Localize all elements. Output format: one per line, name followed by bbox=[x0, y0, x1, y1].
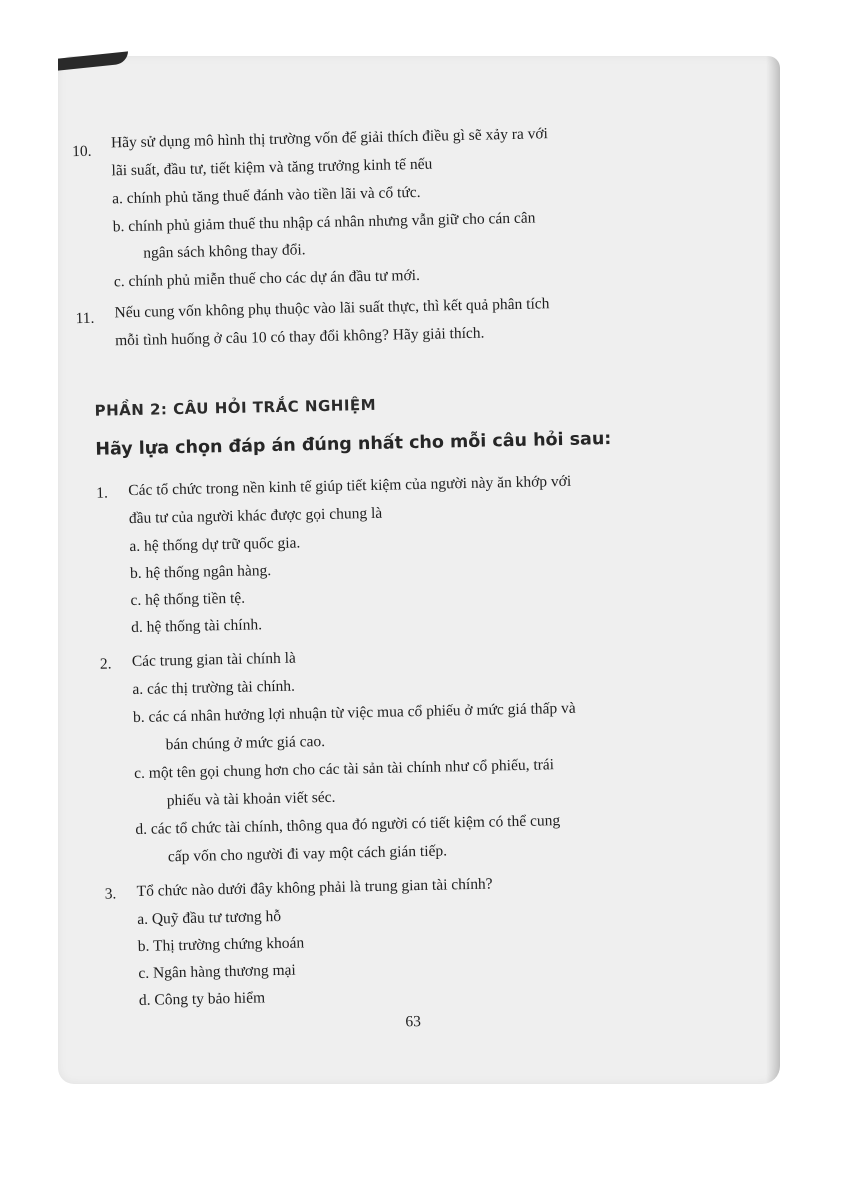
option-c: c. chính phủ miễn thuế cho các dự án đầu tư mới. bbox=[113, 266, 421, 291]
page-content bbox=[47, 49, 790, 1092]
option-b: bán chúng ở mức giá cao. bbox=[165, 733, 326, 754]
option-b: ngân sách không thay đổi. bbox=[143, 241, 306, 262]
question-text: Các tổ chức trong nền kinh tế giúp tiết kiệm của người này ăn khớp với bbox=[128, 472, 572, 500]
option-b: b. chính phủ giảm thuế thu nhập cá nhân nhưng vẫn giữ cho cán cân bbox=[112, 209, 536, 236]
section-instruction: Hãy lựa chọn đáp án đúng nhất cho mỗi câu hỏi sau: bbox=[95, 428, 612, 460]
option-d: cấp vốn cho người đi vay một cách gián tiếp. bbox=[167, 842, 448, 866]
question-number: 1. bbox=[96, 484, 109, 502]
option-d: d. các tổ chức tài chính, thông qua đó người có tiết kiệm có thể cung bbox=[135, 812, 561, 838]
question-text: đầu tư của người khác được gọi chung là bbox=[128, 504, 383, 528]
option-b: b. hệ thống ngân hàng. bbox=[129, 562, 272, 583]
question-text: Các trung gian tài chính là bbox=[131, 649, 296, 671]
option-a: a. hệ thống dự trữ quốc gia. bbox=[129, 534, 301, 556]
question-text: lãi suất, đầu tư, tiết kiệm và tăng trưởng kinh tế nếu bbox=[111, 155, 433, 180]
question-number: 11. bbox=[75, 309, 95, 328]
option-a: a. chính phủ tăng thuế đánh vào tiền lãi và cổ tức. bbox=[111, 183, 421, 208]
option-c: c. một tên gọi chung hơn cho các tài sản tài chính như cổ phiếu, trái bbox=[134, 756, 555, 783]
page-number: 63 bbox=[405, 1013, 422, 1031]
option-a: a. các thị trường tài chính. bbox=[132, 677, 296, 699]
question-number: 10. bbox=[71, 142, 92, 161]
option-b: b. các cá nhân hưởng lợi nhuận từ việc mua cổ phiếu ở mức giá thấp và bbox=[132, 699, 576, 727]
option-b: b. Thị trường chứng khoán bbox=[137, 934, 305, 955]
question-text: Nếu cung vốn không phụ thuộc vào lãi suất thực, thì kết quả phân tích bbox=[114, 295, 550, 322]
question-text: mỗi tình huống ở câu 10 có thay đổi không? Hãy giải thích. bbox=[114, 324, 485, 350]
option-c: c. hệ thống tiền tệ. bbox=[130, 589, 246, 610]
option-d: d. Công ty bảo hiểm bbox=[138, 989, 266, 1009]
option-c: phiếu và tài khoản viết séc. bbox=[166, 788, 336, 810]
question-number: 3. bbox=[104, 885, 117, 903]
option-d: d. hệ thống tài chính. bbox=[130, 616, 263, 637]
section-title: PHẦN 2: CÂU HỎI TRẮC NGHIỆM bbox=[94, 395, 377, 420]
option-a: a. Quỹ đầu tư tương hỗ bbox=[137, 907, 282, 928]
question-text: Tổ chức nào dưới đây không phải là trung gian tài chính? bbox=[136, 875, 493, 900]
question-text: Hãy sử dụng mô hình thị trường vốn để giải thích điều gì sẽ xảy ra với bbox=[110, 125, 549, 152]
question-number: 2. bbox=[99, 655, 112, 673]
option-c: c. Ngân hàng thương mại bbox=[138, 961, 296, 982]
